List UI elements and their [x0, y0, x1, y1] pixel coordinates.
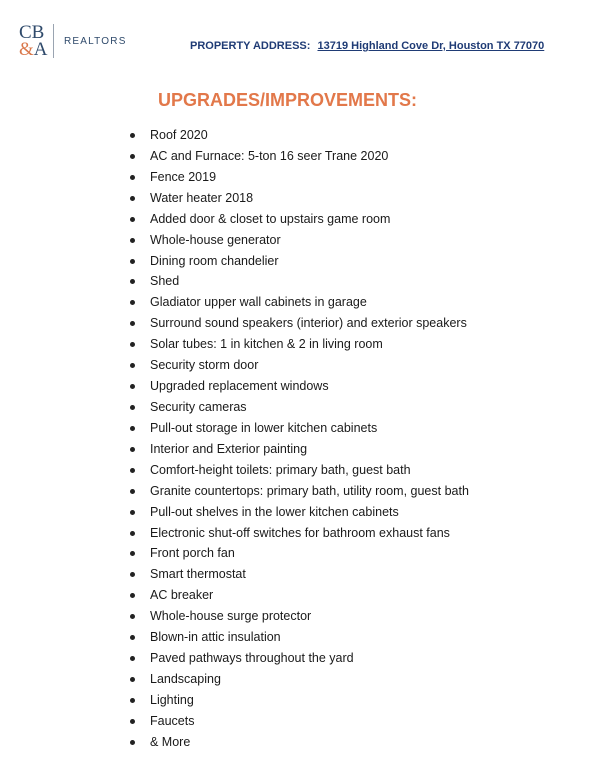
list-item [0, 356, 594, 377]
list-item-text: Roof 2020 [150, 128, 208, 142]
list-item-text: Front porch fan [150, 546, 235, 561]
property-address [190, 40, 544, 52]
list-item [0, 670, 594, 691]
bullet-icon [130, 196, 135, 201]
bullet-icon [130, 740, 135, 745]
logo-divider [53, 24, 54, 58]
list-item-text: Security storm door [150, 358, 259, 373]
list-item-text: Water heater 2018 [150, 190, 254, 205]
bullet-icon [130, 342, 135, 347]
bullet-icon [130, 656, 135, 661]
list-item [0, 272, 594, 293]
list-item-text: Smart thermostat [150, 567, 246, 582]
bullet-icon [130, 614, 135, 619]
list-item-text: Faucets [150, 713, 195, 728]
bullet-icon [130, 384, 135, 389]
list-item [0, 168, 594, 189]
bullet-icon [130, 551, 135, 556]
bullet-icon [130, 175, 135, 180]
bullet-icon [130, 426, 135, 431]
bullet-icon [130, 154, 135, 159]
list-item-text: Pull-out storage in lower kitchen cabinets [150, 420, 378, 435]
list-item [0, 649, 594, 670]
logo-mark-ampersand: & [19, 39, 34, 60]
list-item [0, 419, 594, 440]
list-item [0, 314, 594, 335]
list-item [0, 377, 594, 398]
bullet-icon [130, 300, 135, 305]
logo-mark-line1: CB [19, 22, 45, 43]
list-item-text: Gladiator upper wall cabinets in garage [150, 295, 367, 310]
list-item-text: Paved pathways throughout the yard [150, 651, 354, 666]
list-item-text: Added door & closet to upstairs game room [150, 211, 391, 226]
list-item [0, 398, 594, 419]
list-item-text: Interior and Exterior painting [150, 441, 308, 456]
company-logo [19, 24, 127, 58]
list-item-text: Landscaping [150, 671, 221, 686]
list-item-text: Whole-house surge protector [150, 609, 312, 624]
list-item [0, 461, 594, 482]
list-item [0, 335, 594, 356]
bullet-icon [130, 531, 135, 536]
list-item-text: Solar tubes: 1 in kitchen & 2 in living room [150, 337, 383, 352]
list-item [0, 482, 594, 503]
bullet-icon [130, 489, 135, 494]
list-item-text: Pull-out shelves in the lower kitchen cabinets [150, 504, 399, 519]
page-title: UPGRADES/IMPROVEMENTS: [158, 90, 418, 110]
bullet-icon [130, 217, 135, 222]
bullet-icon [130, 698, 135, 703]
list-item [0, 712, 594, 733]
list-item [0, 524, 594, 545]
list-item [0, 293, 594, 314]
list-item-text: Electronic shut-off switches for bathroom exhaust fans [150, 525, 450, 540]
list-item [0, 607, 594, 628]
list-item-text: Whole-house generator [150, 232, 281, 247]
logo-text: REALTORS [64, 35, 127, 47]
bullet-icon [130, 593, 135, 598]
logo-mark-line2: A [33, 39, 48, 60]
list-item [0, 210, 594, 231]
list-item-text: Fence 2019 [150, 169, 217, 184]
bullet-icon [130, 321, 135, 326]
list-item-text: & More [150, 734, 191, 749]
list-item [0, 126, 594, 147]
bullet-icon [130, 259, 135, 264]
list-item-text: Comfort-height toilets: primary bath, guest bath [150, 462, 411, 477]
bullet-icon [130, 719, 135, 724]
bullet-icon [130, 238, 135, 243]
list-item [0, 565, 594, 586]
logo-mark [19, 24, 49, 58]
upgrades-list [0, 126, 594, 754]
list-item [0, 503, 594, 524]
list-item-text: Surround sound speakers (interior) and exterior speakers [150, 316, 467, 331]
list-item-text: Blown-in attic insulation [150, 630, 281, 645]
bullet-icon [130, 468, 135, 473]
list-item [0, 147, 594, 168]
list-item [0, 544, 594, 565]
bullet-icon [130, 133, 135, 138]
list-item [0, 440, 594, 461]
list-item-text: AC breaker [150, 588, 214, 603]
list-item-text: Upgraded replacement windows [150, 379, 329, 394]
list-item [0, 628, 594, 649]
bullet-icon [130, 447, 135, 452]
list-item [0, 252, 594, 273]
list-item [0, 586, 594, 607]
list-item [0, 231, 594, 252]
list-item-text: AC and Furnace: 5-ton 16 seer Trane 2020 [150, 148, 389, 163]
bullet-icon [130, 405, 135, 410]
bullet-icon [130, 635, 135, 640]
list-item [0, 691, 594, 712]
bullet-icon [130, 572, 135, 577]
list-item-text: Lighting [150, 692, 194, 707]
bullet-icon [130, 677, 135, 682]
list-item-text: Dining room chandelier [150, 253, 279, 268]
bullet-icon [130, 510, 135, 515]
list-item-text: Granite countertops: primary bath, utility room, guest bath [150, 483, 469, 498]
bullet-icon [130, 279, 135, 284]
list-item-text: Security cameras [150, 399, 247, 414]
bullet-icon [130, 363, 135, 368]
property-address-label: PROPERTY ADDRESS: [190, 40, 311, 52]
list-item [0, 189, 594, 210]
list-item-text: Shed [150, 274, 180, 289]
list-item [0, 733, 594, 754]
property-address-value: 13719 Highland Cove Dr, Houston TX 77070 [317, 40, 545, 52]
